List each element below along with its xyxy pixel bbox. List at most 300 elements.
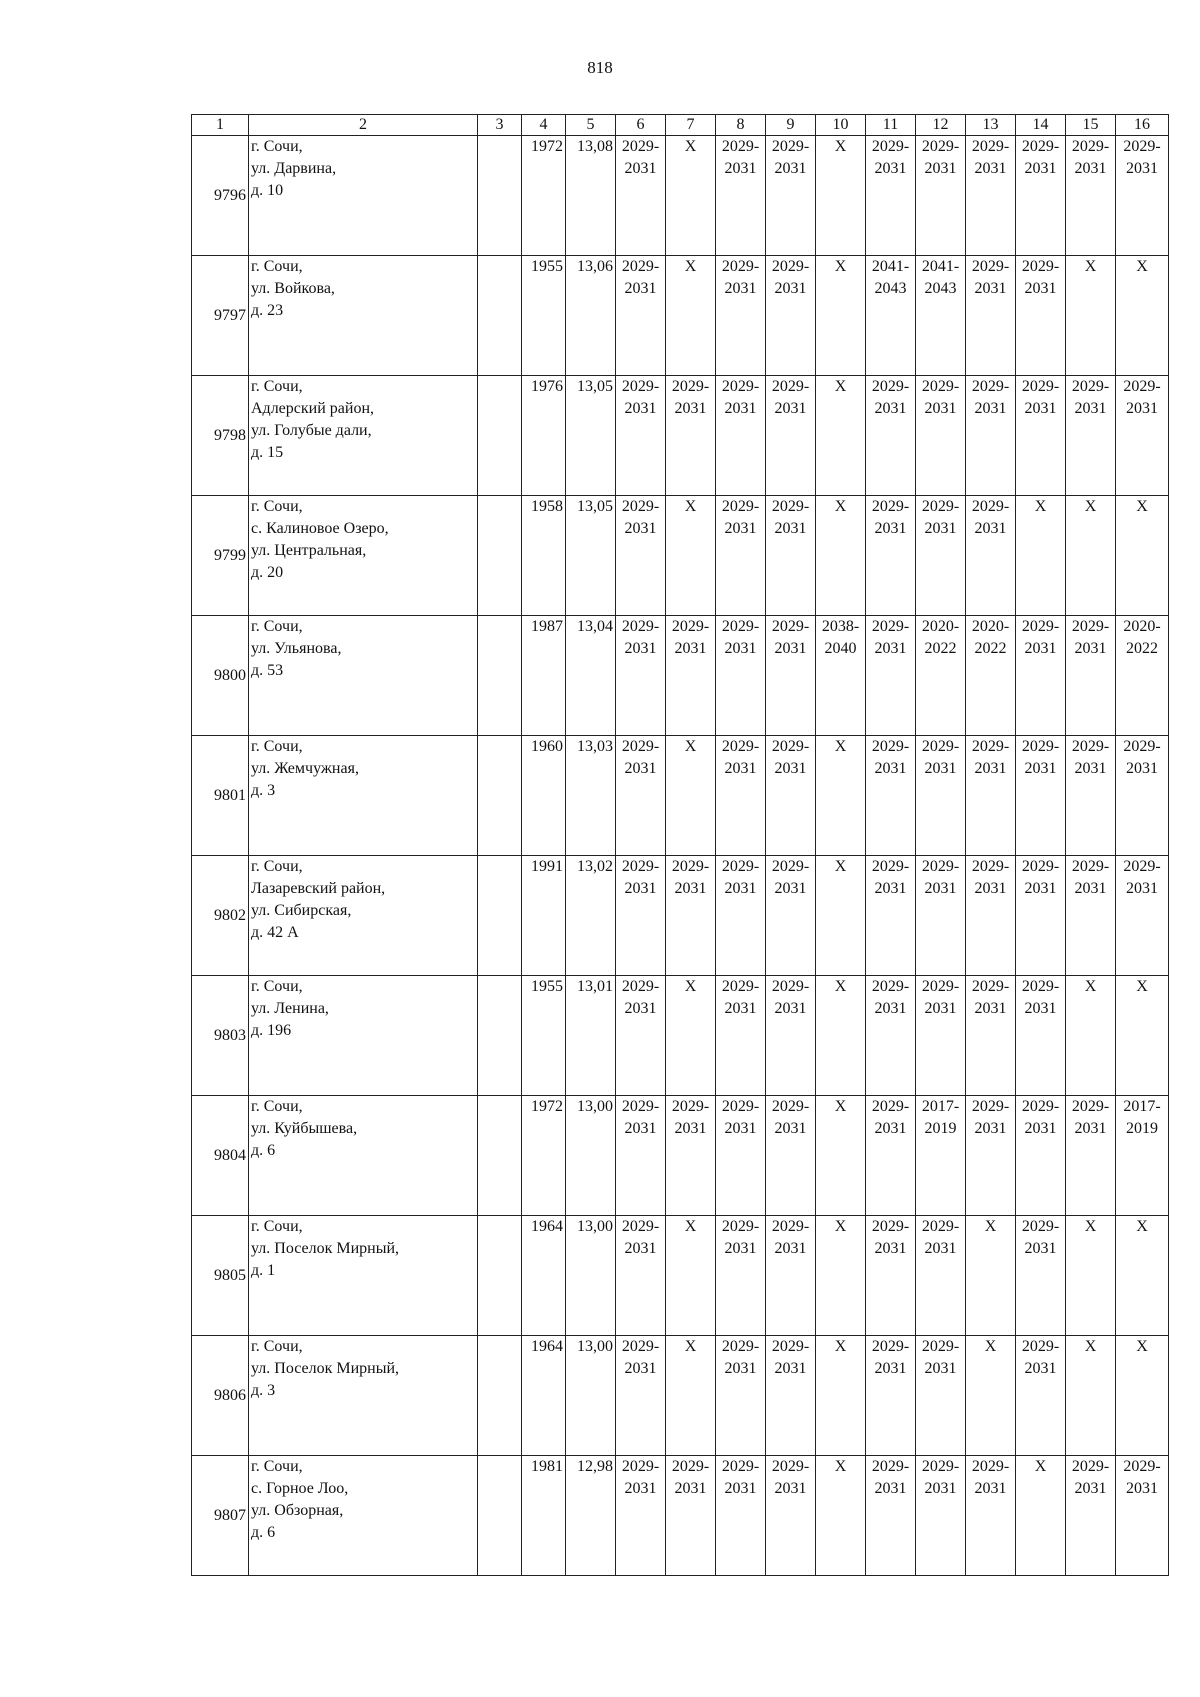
page-number: 818 [587, 58, 613, 77]
period-value: 2029- 2031 [1021, 1218, 1060, 1257]
period-value: 2029- 2031 [1021, 1338, 1060, 1377]
year-cell: 1960 [522, 736, 566, 856]
period-value: X [834, 378, 847, 395]
period-value: 2029- 2031 [771, 618, 810, 657]
period-value: 2020- 2022 [971, 618, 1010, 657]
table-row [192, 976, 1169, 1096]
period-value: 2029- 2031 [871, 1458, 910, 1497]
address-line: д. 6 [251, 1524, 276, 1541]
period-cell [916, 736, 966, 856]
column-number-header: 10 [816, 115, 866, 136]
period-value: X [1084, 258, 1097, 275]
period-cell [1016, 136, 1066, 256]
period-cell [966, 1456, 1016, 1576]
period-cell [1016, 736, 1066, 856]
period-value: X [834, 1218, 847, 1235]
address-line: г. Сочи, [251, 498, 303, 515]
period-cell [966, 376, 1016, 496]
table-row [192, 616, 1169, 736]
period-value: 2029- 2031 [721, 378, 760, 417]
address-line: ул. Поселок Мирный, [251, 1240, 400, 1257]
row-number-cell: 9801 [192, 736, 249, 856]
period-cell [766, 976, 816, 1096]
period-cell [716, 856, 766, 976]
period-cell [616, 616, 666, 736]
value-cell: 13,05 [566, 496, 616, 616]
value-cell: 13,06 [566, 256, 616, 376]
period-cell [916, 1336, 966, 1456]
value-cell: 13,08 [566, 136, 616, 256]
address-line: д. 3 [251, 1382, 276, 1399]
year-cell: 1964 [522, 1336, 566, 1456]
address-line: ул. Поселок Мирный, [251, 1360, 400, 1377]
period-value: 2029- 2031 [671, 858, 710, 897]
period-cell [866, 616, 916, 736]
period-cell [616, 1336, 666, 1456]
period-value: 2029- 2031 [1021, 858, 1060, 897]
address-cell [249, 1216, 478, 1336]
column-3-cell [478, 376, 522, 496]
period-cell [666, 736, 716, 856]
table-row [192, 256, 1169, 376]
period-cell [866, 1336, 916, 1456]
period-cell [1066, 256, 1116, 376]
period-value: 2029- 2031 [971, 1098, 1010, 1137]
period-cell [1116, 856, 1169, 976]
period-cell [916, 1216, 966, 1336]
address-line: Лазаревский район, [251, 880, 386, 897]
year-cell: 1991 [522, 856, 566, 976]
period-cell [916, 496, 966, 616]
period-cell [1116, 736, 1169, 856]
period-cell [966, 736, 1016, 856]
period-value: 2038- 2040 [821, 618, 860, 657]
address-cell [249, 136, 478, 256]
schedule-table [191, 114, 1169, 1576]
period-value: 2041- 2043 [921, 258, 960, 297]
column-number-header: 2 [249, 115, 478, 136]
period-value: 2029- 2031 [971, 858, 1010, 897]
value-cell: 13,00 [566, 1336, 616, 1456]
period-value: X [834, 738, 847, 755]
period-value: 2029- 2031 [1021, 618, 1060, 657]
period-cell [1066, 496, 1116, 616]
address-line: ул. Сибирская, [251, 902, 352, 919]
period-value: 2029- 2031 [621, 1458, 660, 1497]
period-cell [816, 976, 866, 1096]
period-value: 2029- 2031 [871, 618, 910, 657]
period-value: 2029- 2031 [921, 858, 960, 897]
address-line: Адлерский район, [251, 400, 375, 417]
row-number-cell: 9806 [192, 1336, 249, 1456]
table-row [192, 1096, 1169, 1216]
period-value: 2029- 2031 [771, 258, 810, 297]
period-value: 2029- 2031 [771, 978, 810, 1017]
period-cell [716, 376, 766, 496]
period-cell [1116, 1456, 1169, 1576]
period-cell [916, 376, 966, 496]
period-cell [1016, 376, 1066, 496]
address-line: ул. Ульянова, [251, 640, 342, 657]
period-value: 2029- 2031 [721, 498, 760, 537]
value-cell: 12,98 [566, 1456, 616, 1576]
period-cell [666, 616, 716, 736]
period-value: 2029- 2031 [621, 138, 660, 177]
address-line: ул. Голубые дали, [251, 422, 372, 439]
period-cell [966, 136, 1016, 256]
period-cell [616, 1216, 666, 1336]
column-3-cell [478, 136, 522, 256]
address-line: д. 196 [251, 1022, 292, 1039]
address-cell [249, 1456, 478, 1576]
period-value: 2029- 2031 [1071, 1098, 1110, 1137]
period-value: X [834, 1338, 847, 1355]
period-value: X [1084, 1218, 1097, 1235]
address-line: г. Сочи, [251, 1338, 303, 1355]
column-number-header: 3 [478, 115, 522, 136]
address-cell [249, 1336, 478, 1456]
period-cell [816, 616, 866, 736]
period-cell [1116, 256, 1169, 376]
column-number-header: 14 [1016, 115, 1066, 136]
period-value: 2029- 2031 [771, 1338, 810, 1377]
period-value: 2029- 2031 [971, 498, 1010, 537]
period-value: 2029- 2031 [721, 738, 760, 777]
period-cell [966, 976, 1016, 1096]
period-cell [716, 1216, 766, 1336]
period-cell [766, 136, 816, 256]
period-value: 2029- 2031 [621, 498, 660, 537]
column-number-header: 8 [716, 115, 766, 136]
row-number-cell: 9796 [192, 136, 249, 256]
period-cell [616, 136, 666, 256]
address-cell [249, 856, 478, 976]
address-cell [249, 736, 478, 856]
period-value: 2029- 2031 [921, 978, 960, 1017]
period-value: 2029- 2031 [1123, 378, 1161, 417]
period-cell [616, 1096, 666, 1216]
column-3-cell [478, 856, 522, 976]
row-number-cell: 9804 [192, 1096, 249, 1216]
address-line: с. Калиновое Озеро, [251, 520, 389, 537]
row-number-cell: 9805 [192, 1216, 249, 1336]
period-value: X [834, 1098, 847, 1115]
period-cell [1066, 736, 1116, 856]
period-value: 2029- 2031 [1071, 1458, 1110, 1497]
period-value: 2029- 2031 [671, 378, 710, 417]
column-3-cell [478, 496, 522, 616]
period-cell [966, 1096, 1016, 1216]
header-row [192, 115, 1169, 136]
period-cell [766, 376, 816, 496]
period-cell [966, 256, 1016, 376]
period-cell [1066, 1456, 1116, 1576]
period-value: 2029- 2031 [1071, 618, 1110, 657]
period-cell [866, 736, 916, 856]
address-line: г. Сочи, [251, 258, 303, 275]
period-value: 2029- 2031 [721, 978, 760, 1017]
column-number-header: 6 [616, 115, 666, 136]
value-cell: 13,01 [566, 976, 616, 1096]
table-row [192, 376, 1169, 496]
address-line: ул. Жемчужная, [251, 760, 359, 777]
year-cell: 1981 [522, 1456, 566, 1576]
year-cell: 1955 [522, 256, 566, 376]
period-value: X [834, 258, 847, 275]
period-value: 2029- 2031 [921, 1458, 960, 1497]
period-cell [716, 1456, 766, 1576]
address-line: д. 10 [251, 182, 284, 199]
period-value: X [1034, 498, 1047, 515]
period-cell [666, 136, 716, 256]
address-line: д. 20 [251, 564, 284, 581]
period-cell [616, 856, 666, 976]
address-line: ул. Дарвина, [251, 160, 337, 177]
period-cell [1116, 496, 1169, 616]
address-cell [249, 496, 478, 616]
column-3-cell [478, 1096, 522, 1216]
period-value: 2029- 2031 [621, 978, 660, 1017]
period-value: X [984, 1218, 997, 1235]
period-cell [1066, 976, 1116, 1096]
row-number-cell: 9807 [192, 1456, 249, 1576]
period-value: 2029- 2031 [1021, 258, 1060, 297]
period-cell [766, 496, 816, 616]
period-value: X [684, 498, 697, 515]
column-3-cell [478, 736, 522, 856]
period-cell [1016, 856, 1066, 976]
period-value: X [684, 978, 697, 995]
period-value: 2017- 2019 [1123, 1098, 1161, 1137]
period-cell [616, 1456, 666, 1576]
period-value: 2020- 2022 [1123, 618, 1161, 657]
period-cell [1116, 1216, 1169, 1336]
period-value: X [1034, 1458, 1047, 1475]
period-cell [666, 1216, 716, 1336]
period-value: 2029- 2031 [871, 498, 910, 537]
period-value: 2029- 2031 [871, 378, 910, 417]
period-cell [666, 496, 716, 616]
period-value: 2029- 2031 [621, 858, 660, 897]
period-value: 2029- 2031 [871, 1098, 910, 1137]
period-cell [716, 1336, 766, 1456]
period-cell [916, 976, 966, 1096]
period-cell [966, 496, 1016, 616]
period-value: 2029- 2031 [921, 1218, 960, 1257]
period-value: X [834, 498, 847, 515]
period-cell [1066, 1336, 1116, 1456]
period-value: X [1136, 498, 1148, 515]
address-line: ул. Войкова, [251, 280, 335, 297]
period-cell [766, 616, 816, 736]
period-value: X [684, 1218, 697, 1235]
period-value: 2029- 2031 [721, 618, 760, 657]
column-number-header: 12 [916, 115, 966, 136]
period-value: 2029- 2031 [921, 1338, 960, 1377]
period-value: 2029- 2031 [1071, 738, 1110, 777]
column-number-header: 15 [1066, 115, 1116, 136]
address-line: г. Сочи, [251, 978, 303, 995]
period-cell [716, 496, 766, 616]
period-cell [966, 616, 1016, 736]
table-row [192, 1336, 1169, 1456]
period-cell [816, 856, 866, 976]
period-value: 2029- 2031 [771, 858, 810, 897]
period-value: 2029- 2031 [1123, 858, 1161, 897]
address-line: г. Сочи, [251, 858, 303, 875]
period-value: 2029- 2031 [721, 1458, 760, 1497]
period-value: 2029- 2031 [1021, 378, 1060, 417]
period-cell [716, 616, 766, 736]
period-value: 2041- 2043 [871, 258, 910, 297]
period-value: 2029- 2031 [1071, 378, 1110, 417]
period-cell [1016, 1456, 1066, 1576]
column-number-header: 7 [666, 115, 716, 136]
period-value: 2029- 2031 [671, 1098, 710, 1137]
period-value: 2029- 2031 [771, 1218, 810, 1257]
period-value: X [1136, 978, 1148, 995]
column-3-cell [478, 976, 522, 1096]
period-value: 2029- 2031 [671, 618, 710, 657]
period-value: 2029- 2031 [721, 1218, 760, 1257]
period-cell [666, 976, 716, 1096]
period-value: 2029- 2031 [921, 378, 960, 417]
address-cell [249, 1096, 478, 1216]
period-cell [816, 1216, 866, 1336]
period-cell [1116, 616, 1169, 736]
period-value: 2029- 2031 [721, 138, 760, 177]
address-line: ул. Центральная, [251, 542, 367, 559]
period-cell [766, 1216, 816, 1336]
period-cell [1016, 496, 1066, 616]
period-cell [966, 1216, 1016, 1336]
period-cell [916, 856, 966, 976]
year-cell: 1964 [522, 1216, 566, 1336]
period-value: 2029- 2031 [1021, 1098, 1060, 1137]
address-line: с. Горное Лоо, [251, 1480, 349, 1497]
table-row [192, 136, 1169, 256]
year-cell: 1987 [522, 616, 566, 736]
period-cell [666, 376, 716, 496]
column-3-cell [478, 1456, 522, 1576]
period-cell [1116, 1336, 1169, 1456]
period-value: 2029- 2031 [771, 1458, 810, 1497]
period-cell [766, 1336, 816, 1456]
period-cell [766, 1096, 816, 1216]
address-line: ул. Куйбышева, [251, 1120, 358, 1137]
period-value: 2029- 2031 [871, 1338, 910, 1377]
period-value: 2017- 2019 [921, 1098, 960, 1137]
period-cell [866, 976, 916, 1096]
address-cell [249, 976, 478, 1096]
column-3-cell [478, 256, 522, 376]
period-cell [916, 1096, 966, 1216]
row-number-cell: 9802 [192, 856, 249, 976]
period-value: 2029- 2031 [621, 618, 660, 657]
column-number-header: 11 [866, 115, 916, 136]
row-number-cell: 9800 [192, 616, 249, 736]
period-value: X [834, 858, 847, 875]
period-cell [1066, 376, 1116, 496]
period-value: X [984, 1338, 997, 1355]
period-value: 2029- 2031 [1123, 1458, 1161, 1497]
period-cell [966, 1336, 1016, 1456]
period-value: 2029- 2031 [721, 1098, 760, 1137]
period-value: 2029- 2031 [921, 138, 960, 177]
address-line: г. Сочи, [251, 1458, 303, 1475]
address-line: д. 15 [251, 444, 284, 461]
period-value: 2029- 2031 [871, 1218, 910, 1257]
period-cell [866, 856, 916, 976]
period-cell [916, 616, 966, 736]
column-number-header: 5 [566, 115, 616, 136]
period-cell [866, 1096, 916, 1216]
period-value: X [1136, 1338, 1148, 1355]
period-value: 2029- 2031 [971, 138, 1010, 177]
period-cell [816, 136, 866, 256]
period-value: 2029- 2031 [1021, 138, 1060, 177]
period-cell [916, 256, 966, 376]
period-value: X [1084, 1338, 1097, 1355]
column-number-header: 9 [766, 115, 816, 136]
address-cell [249, 616, 478, 736]
row-number-cell: 9798 [192, 376, 249, 496]
address-line: г. Сочи, [251, 1098, 303, 1115]
address-line: г. Сочи, [251, 738, 303, 755]
period-cell [816, 1336, 866, 1456]
column-number-header: 1 [192, 115, 249, 136]
period-value: X [684, 258, 697, 275]
address-line: г. Сочи, [251, 138, 303, 155]
period-cell [866, 496, 916, 616]
value-cell: 13,00 [566, 1216, 616, 1336]
period-cell [866, 1216, 916, 1336]
table-row [192, 736, 1169, 856]
period-value: 2029- 2031 [871, 738, 910, 777]
period-value: 2029- 2031 [621, 258, 660, 297]
period-cell [1016, 976, 1066, 1096]
table-row [192, 856, 1169, 976]
period-cell [816, 736, 866, 856]
period-cell [1066, 616, 1116, 736]
period-cell [766, 856, 816, 976]
period-value: 2029- 2031 [871, 858, 910, 897]
table-row [192, 1456, 1169, 1576]
row-number-cell: 9797 [192, 256, 249, 376]
period-cell [1116, 376, 1169, 496]
period-cell [1066, 1216, 1116, 1336]
period-cell [866, 1456, 916, 1576]
period-value: 2029- 2031 [621, 738, 660, 777]
period-value: 2029- 2031 [971, 1458, 1010, 1497]
period-value: 2029- 2031 [771, 378, 810, 417]
period-cell [616, 496, 666, 616]
column-3-cell [478, 616, 522, 736]
period-cell [666, 856, 716, 976]
period-value: X [1084, 978, 1097, 995]
period-cell [616, 376, 666, 496]
period-value: 2029- 2031 [771, 498, 810, 537]
row-number-cell: 9799 [192, 496, 249, 616]
period-cell [866, 376, 916, 496]
period-value: X [834, 978, 847, 995]
year-cell: 1972 [522, 1096, 566, 1216]
period-cell [816, 1456, 866, 1576]
period-cell [1116, 1096, 1169, 1216]
value-cell: 13,05 [566, 376, 616, 496]
year-cell: 1976 [522, 376, 566, 496]
address-line: г. Сочи, [251, 618, 303, 635]
